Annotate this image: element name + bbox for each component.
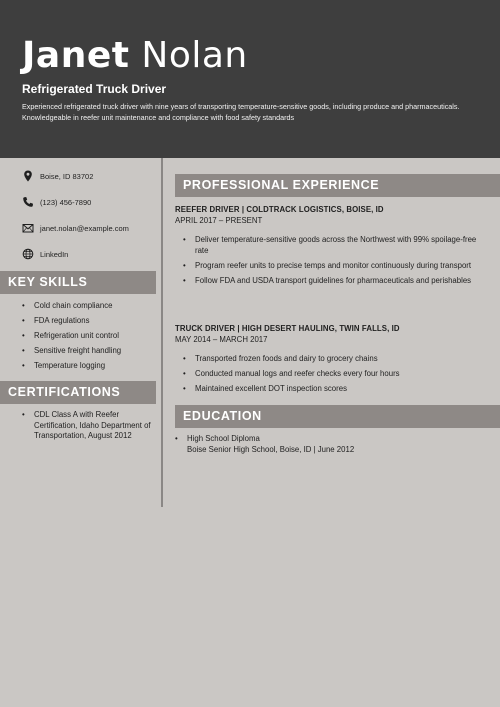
skill-item: • Refrigeration unit control [22,331,157,342]
job-entry-title: REEFER DRIVER | COLDTRACK LOGISTICS, BOISE, ID [175,205,384,214]
email-icon [22,222,34,234]
last-name: Nolan [141,35,248,76]
job-bullet: • Program reefer units to precise temps and monitor continuously during transport [183,261,480,272]
education-school: Boise Senior High School, Boise, ID | June 2012 [187,445,355,454]
skill-item: • Temperature logging [22,361,157,372]
education-degree: • High School Diploma [175,433,475,444]
contact-phone [22,196,157,222]
key-skills-heading: KEY SKILLS [0,271,156,294]
job-title: Refrigerated Truck Driver [22,82,167,96]
skill-item: • FDA regulations [22,316,157,327]
certification-item: • CDL Class A with Reefer Certification, Idaho Department of Transportation, August 2012 [22,410,157,442]
skill-item: • Sensitive freight handling [22,346,157,357]
globe-icon [22,248,34,260]
job-bullet: • Transported frozen foods and dairy to grocery chains [183,354,480,365]
education-entry [175,433,475,455]
job-bullet: • Maintained excellent DOT inspection scores [183,384,480,395]
certifications-heading: CERTIFICATIONS [0,381,156,404]
contact-email[interactable] [22,222,157,248]
professional-summary: Experienced refrigerated truck driver with nine years of transporting temperature-sensitive goods, including produce and pharmaceuticals. Knowledgeable in reefer unit maintenance and compliance with food safety standards [22,102,460,122]
education-heading: EDUCATION [175,405,500,428]
job-bullet: • Deliver temperature-sensitive goods across the Northwest with 99% spoilage-free rate [183,235,480,256]
location-text: Boise, ID 83702 [40,172,94,181]
phone-text: (123) 456-7890 [40,198,92,207]
job-entry [175,205,480,291]
job-entry-title: TRUCK DRIVER | HIGH DESERT HAULING, TWIN FALLS, ID [175,324,400,333]
job-entry-bullets [183,235,480,286]
first-name: Janet [22,35,130,76]
contact-info [22,170,157,274]
job-entry-dates: MAY 2014 – MARCH 2017 [175,335,268,344]
skill-item: • Cold chain compliance [22,301,157,312]
resume-header [0,0,500,158]
map-pin-icon [22,170,34,182]
job-entry-bullets [183,354,480,395]
column-divider [161,158,163,507]
email-text[interactable]: janet.nolan@example.com [40,224,129,233]
contact-location [22,170,157,196]
job-bullet: • Conducted manual logs and reefer checks every four hours [183,369,480,380]
experience-heading: PROFESSIONAL EXPERIENCE [175,174,500,197]
candidate-name [22,36,248,76]
phone-icon [22,196,34,208]
job-entry-dates: APRIL 2017 – PRESENT [175,216,263,225]
key-skills-list [22,301,157,376]
job-entry [175,324,480,399]
linkedin-link[interactable]: LinkedIn [40,250,69,259]
job-bullet: • Follow FDA and USDA transport guidelines for pharmaceuticals and perishables [183,276,480,287]
certifications-list [22,410,157,446]
